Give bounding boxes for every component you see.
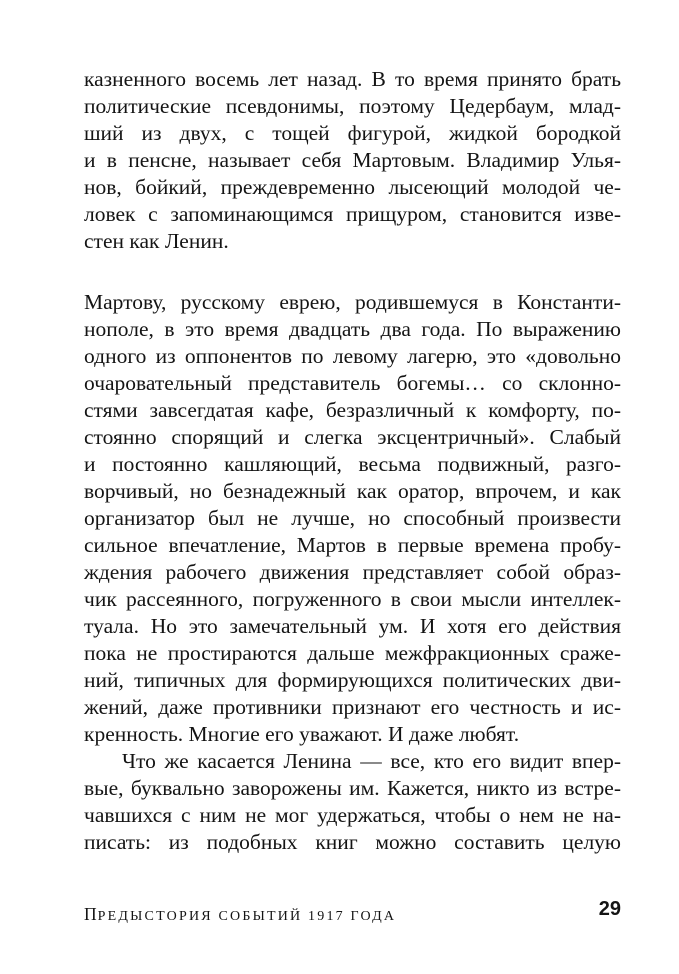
running-title-initial: П	[84, 904, 98, 924]
running-title	[84, 904, 396, 925]
text-line: стоянно спорящий и слегка эксцентричный». Слабый	[84, 425, 621, 449]
text-line: и постоянно кашляющий, весьма подвижный, разго-	[84, 452, 621, 476]
text-line: стен как Ленин.	[84, 229, 229, 253]
text-line: казненного восемь лет назад. В то время принято брать	[84, 67, 621, 91]
text-line: пока не простираются дальше межфракционных сраже-	[84, 641, 621, 665]
text-line: Мартову, русскому еврею, родившемуся в Константи-	[84, 290, 621, 314]
text-line: нов, бойкий, преждевременно лысеющий молодой че-	[84, 175, 621, 199]
page-number: 29	[598, 898, 621, 920]
text-line: ворчивый, но безнадежный как оратор, впрочем, и как	[84, 479, 621, 503]
text-line: политические псевдонимы, поэтому Цедербаум, млад-	[84, 94, 621, 118]
text-line: сильное впечатление, Мартов в первые времена пробу-	[84, 533, 621, 557]
text-line: кренность. Многие его уважают. И даже любят.	[84, 722, 520, 746]
text-line: чавшихся с ним не мог удержаться, чтобы о нем не на-	[84, 803, 621, 827]
paragraph-1	[84, 66, 621, 255]
text-line: организатор был не лучше, но способный произвести	[84, 506, 621, 530]
text-line: жений, даже противники признают его честность и ис-	[84, 695, 621, 719]
text-line: писать: из подобных книг можно составить целую	[84, 830, 621, 854]
paragraph-2	[84, 289, 621, 856]
text-line: одного из оппонентов по левому лагерю, это «довольно	[84, 344, 621, 368]
text-line: вые, буквально заворожены им. Кажется, никто из встре-	[84, 776, 621, 800]
text-line: очаровательный представитель богемы… со склонно-	[84, 371, 621, 395]
text-line: ний, типичных для формирующихся политических дви-	[84, 668, 621, 692]
page-footer	[84, 896, 621, 926]
text-line: и в пенсне, называет себя Мартовым. Владимир Улья-	[84, 148, 621, 172]
text-line: Что же касается Ленина — все, кто его видит впер-	[122, 749, 621, 773]
text-line: стями завсегдатая кафе, безразличный к комфорту, по-	[84, 398, 621, 422]
text-line: ждения рабочего движения представляет собой образ-	[84, 560, 621, 584]
text-line: туала. Но это замечательный ум. И хотя его действия	[84, 614, 621, 638]
running-title-text: РЕДЫСТОРИЯ СОБЫТИЙ 1917 ГОДА	[97, 909, 397, 924]
text-line: ловек с запоминающимся прищуром, становится изве-	[84, 202, 621, 226]
text-line: чик рассеянного, погруженного в свои мысли интеллек-	[84, 587, 621, 611]
text-line: нополе, в это время двадцать два года. По выражению	[84, 317, 621, 341]
text-line: ший из двух, с тощей фигурой, жидкой бородкой	[84, 121, 621, 145]
